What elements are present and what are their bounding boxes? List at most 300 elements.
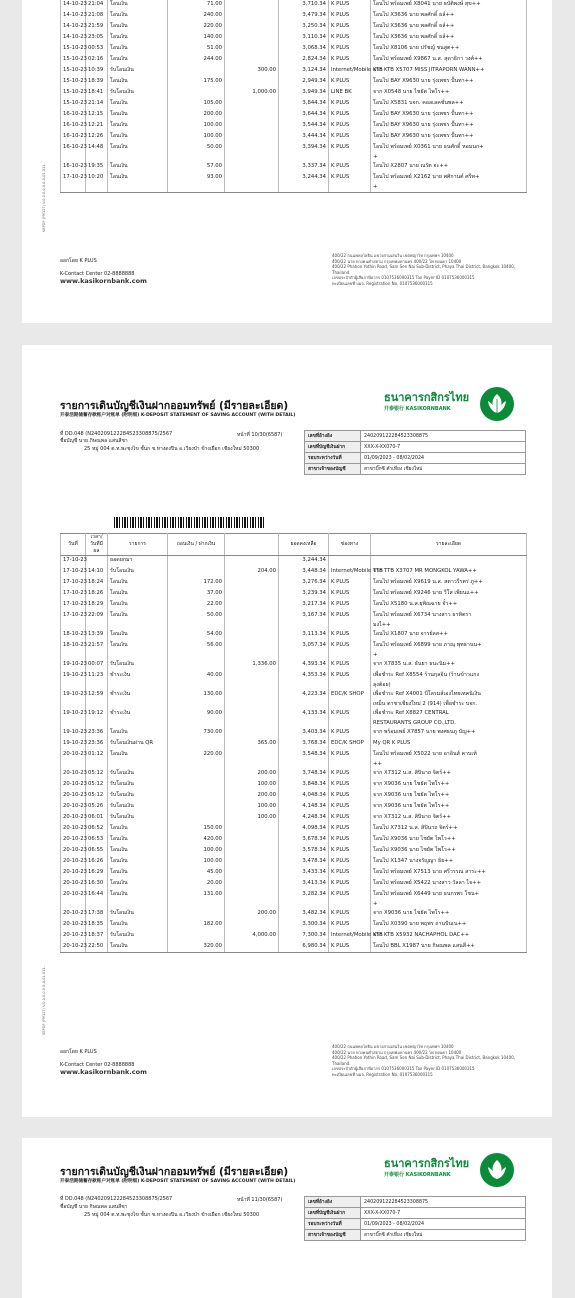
detail-continuation-cell: RESTAURANTS GROUP CO.,LTD. [371, 720, 527, 728]
balance-cell: 3,394.34 [279, 143, 329, 154]
column-header: ถอนเงิน / ฝากเงิน [168, 534, 225, 556]
date-cell: 17-10-23 [61, 567, 86, 578]
withdrawal-cell [168, 802, 225, 813]
date-cell: 14-10-23 [61, 22, 86, 33]
balance-cell: 3,844.34 [279, 99, 329, 110]
date-cell: 17-10-23 [61, 589, 86, 600]
balance-cell: 3,479.34 [279, 11, 329, 22]
ref-number: ที่ DD.048 (N240209122284523308875/2567 [60, 1196, 173, 1202]
channel-cell: K PLUS [329, 868, 371, 879]
detail-cell: โอนไป พร้อมเพย์ X5422 นางสาว วัลลา ไจ++ [371, 879, 527, 890]
table-row [61, 132, 527, 143]
table-row-continuation [61, 701, 527, 709]
description-cell: โอนเงิน [108, 132, 168, 143]
empty-cell [329, 901, 371, 909]
balance-cell: 3,244.34 [279, 173, 329, 184]
time-cell: 06:52 [86, 824, 108, 835]
detail-cell: My QR K PLUS [371, 739, 527, 750]
barcode [114, 517, 264, 528]
empty-cell [168, 622, 225, 630]
detail-cell: โอนไป พร้อมเพย์ X5022 นาย อาอินส์ คาบเท้ [371, 750, 527, 761]
channel-cell: K PLUS [329, 611, 371, 622]
detail-cell: จาก X7312 น.ส. สิปินาถ จิตร์++ [371, 813, 527, 824]
detail-cell: โอนไป BAY X9630 นาย รุ่งเพชร ปั้นทา++ [371, 132, 527, 143]
date-cell: 16-10-23 [61, 143, 86, 154]
description-cell: โอนเงิน [108, 22, 168, 33]
date-cell: 20-10-23 [61, 802, 86, 813]
deposit-cell [225, 0, 279, 11]
statement-page-11 [22, 1138, 552, 1298]
time-cell: 18:35 [86, 920, 108, 931]
description-cell: โอนเงิน [108, 630, 168, 641]
page-number: หน้าที่ 11/30(6587) [237, 1197, 283, 1203]
withdrawal-cell: 100.00 [168, 121, 225, 132]
table-row-continuation [61, 154, 527, 162]
statement-page-prev [22, 0, 552, 323]
empty-cell [61, 720, 86, 728]
channel-cell: K PLUS [329, 55, 371, 66]
page-number: หน้าที่ 10/30(6587) [237, 432, 283, 438]
table-row [61, 671, 527, 682]
detail-cell: โอนไป X1807 นาย จารย์ลส++ [371, 630, 527, 641]
empty-cell [86, 682, 108, 690]
deposit-cell [225, 11, 279, 22]
balance-cell: 2,824.34 [279, 55, 329, 66]
balance-cell: 4,098.34 [279, 824, 329, 835]
description-cell: โอนเงิน [108, 920, 168, 931]
empty-cell [86, 761, 108, 769]
statement-page-10 [22, 345, 552, 1117]
balance-cell: 3,678.34 [279, 835, 329, 846]
detail-cell: โอนไป BAY X9630 นาย รุ่งเพชร ปั้นทา++ [371, 110, 527, 121]
channel-cell: K PLUS [329, 143, 371, 154]
detail-cell: โอนไป BAY X9630 นาย รุ่งเพชร ปั้นทา++ [371, 77, 527, 88]
statement-title: รายการเดินบัญชีเงินฝากออมทรัพย์ (มีรายละเอียด) [60, 400, 289, 412]
deposit-cell [225, 824, 279, 835]
channel-cell: K PLUS [329, 890, 371, 901]
date-cell: 20-10-23 [61, 780, 86, 791]
balance-cell: 3,167.34 [279, 611, 329, 622]
table-row [61, 33, 527, 44]
detail-cell: จาก X9036 นาย ไชยัต ไพโร++ [371, 791, 527, 802]
deposit-cell [225, 578, 279, 589]
time-cell: 23:36 [86, 739, 108, 750]
detail-cell: โอนไป พร้อมเพย์ X9246 นาย วีโส เพียนแ++ [371, 589, 527, 600]
deposit-cell: 1,000.00 [225, 88, 279, 99]
table-row [61, 824, 527, 835]
empty-cell [108, 154, 168, 162]
table-row [61, 868, 527, 879]
date-cell: 17-10-23 [61, 611, 86, 622]
description-cell: โอนเงิน [108, 846, 168, 857]
empty-cell [108, 720, 168, 728]
balance-cell: 3,403.34 [279, 728, 329, 739]
balance-cell: 4,048.34 [279, 791, 329, 802]
description-cell: รับโอนเงิน [108, 813, 168, 824]
deposit-cell: 204.00 [225, 567, 279, 578]
time-cell: 12:15 [86, 110, 108, 121]
date-cell: 15-10-23 [61, 77, 86, 88]
channel-cell: K PLUS [329, 44, 371, 55]
empty-cell [329, 701, 371, 709]
empty-cell [61, 701, 86, 709]
detail-cell: จาก TTB X3707 MR MONGKOL YAWA++ [371, 567, 527, 578]
deposit-cell [225, 879, 279, 890]
description-cell: รับโอนเงิน [108, 769, 168, 780]
detail-continuation-cell: ++ [371, 761, 527, 769]
empty-cell [329, 184, 371, 192]
channel-cell: K PLUS [329, 942, 371, 953]
balance-cell: 3,124.34 [279, 66, 329, 77]
channel-cell: K PLUS [329, 824, 371, 835]
deposit-cell [225, 77, 279, 88]
date-cell: 14-10-23 [61, 0, 86, 11]
time-cell: 18:37 [86, 931, 108, 942]
table-row [61, 660, 527, 671]
table-row [61, 709, 527, 720]
date-cell: 20-10-23 [61, 857, 86, 868]
detail-cell: โอนไป BBL X1987 นาย กิษณพล แสนสี++ [371, 942, 527, 953]
empty-cell [225, 701, 279, 709]
detail-cell: โอนไป X2807 นาย ณรัต จะ++ [371, 162, 527, 173]
withdrawal-cell: 730.00 [168, 728, 225, 739]
deposit-cell [225, 846, 279, 857]
deposit-cell [225, 750, 279, 761]
time-cell: 19:35 [86, 162, 108, 173]
deposit-cell [225, 110, 279, 121]
table-row-continuation [61, 184, 527, 192]
detail-cell: เพื่อชำระ Ref X4001 บีโลรมส์เองไทยเทคนิเงิน [371, 690, 527, 701]
withdrawal-cell: 320.00 [168, 942, 225, 953]
withdrawal-cell: 105.00 [168, 99, 225, 110]
empty-cell [225, 622, 279, 630]
kbank-leaf-icon [480, 387, 514, 421]
table-row [61, 0, 527, 11]
bank-logo-subtext: 开泰银行 KASIKORNBANK [384, 1172, 451, 1178]
channel-cell: K PLUS [329, 600, 371, 611]
detail-cell: โอนไป X9036 นาย ไชยัต ไพโร++ [371, 835, 527, 846]
withdrawal-cell: 172.00 [168, 578, 225, 589]
table-row [61, 121, 527, 132]
balance-cell: 3,300.34 [279, 920, 329, 931]
empty-cell [225, 154, 279, 162]
channel-cell: LINE BK [329, 88, 371, 99]
withdrawal-cell [168, 556, 225, 567]
withdrawal-cell: 131.00 [168, 890, 225, 901]
date-cell: 19-10-23 [61, 690, 86, 701]
table-row [61, 173, 527, 184]
channel-cell: K PLUS [329, 671, 371, 682]
table-row [61, 835, 527, 846]
deposit-cell [225, 33, 279, 44]
side-code: KBPDF (FM127) V.0.0.0-0.0.0-0-01-011- [42, 966, 46, 1035]
channel-cell: K PLUS [329, 769, 371, 780]
date-cell: 16-10-23 [61, 110, 86, 121]
detail-continuation-cell: + [371, 901, 527, 909]
empty-cell [279, 720, 329, 728]
channel-cell: K PLUS [329, 660, 371, 671]
table-row [61, 162, 527, 173]
withdrawal-cell: 40.00 [168, 671, 225, 682]
date-cell: 14-10-23 [61, 33, 86, 44]
footer-left [60, 258, 147, 285]
table-row-continuation [61, 901, 527, 909]
empty-cell [329, 154, 371, 162]
table-row-continuation [61, 622, 527, 630]
channel-cell: K PLUS [329, 11, 371, 22]
table-row [61, 77, 527, 88]
channel-cell: K PLUS [329, 641, 371, 652]
deposit-cell: 100.00 [225, 813, 279, 824]
account-address: 25 หมู่ 004 ต.ท.พะชุงไข ชั้นก ช.หางดงปิน อ.เวียงป่า ข้างเผือก เชียงใหม่ 50300 [84, 1212, 260, 1218]
time-cell: 00:53 [86, 44, 108, 55]
withdrawal-cell: 56.00 [168, 641, 225, 652]
table-row [61, 750, 527, 761]
deposit-cell [225, 728, 279, 739]
empty-cell [108, 761, 168, 769]
time-cell: 01:12 [86, 750, 108, 761]
date-cell: 18-10-23 [61, 641, 86, 652]
date-cell: 20-10-23 [61, 769, 86, 780]
withdrawal-cell: 20.00 [168, 879, 225, 890]
channel-cell: K PLUS [329, 22, 371, 33]
detail-cell: จาก KTB X5932 NACHAPHOL DAC++ [371, 931, 527, 942]
detail-cell: โอนไป พร้อมเพย์ X9867 น.ส. สุดาธิกา วงศ์++ [371, 55, 527, 66]
ref-number: ที่ DD.048 (N240209122284523308875/2567 [60, 431, 173, 437]
description-cell: โอนเงิน [108, 77, 168, 88]
balance-cell: 3,337.34 [279, 162, 329, 173]
deposit-cell [225, 44, 279, 55]
empty-cell [168, 154, 225, 162]
empty-cell [168, 682, 225, 690]
channel-cell: EDC/K SHOP [329, 690, 371, 701]
channel-cell: K PLUS [329, 813, 371, 824]
empty-cell [279, 154, 329, 162]
table-row [61, 600, 527, 611]
empty-cell [86, 652, 108, 660]
empty-cell [86, 622, 108, 630]
column-header: เวลา/ วันที่มีผล [86, 534, 108, 556]
balance-cell: 7,300.34 [279, 931, 329, 942]
column-header: ช่องทาง [329, 534, 371, 556]
detail-continuation-cell: + [371, 652, 527, 660]
detail-cell: จาก พร้อมเพย์ X7857 นาย พงศธนภู บัญ++ [371, 728, 527, 739]
table-row [61, 909, 527, 920]
balance-cell: 3,578.34 [279, 846, 329, 857]
empty-cell [61, 154, 86, 162]
deposit-cell: 300.00 [225, 66, 279, 77]
detail-cell: จาก X9036 นาย ไชยัต ไพโร++ [371, 802, 527, 813]
description-cell: โอนเงิน [108, 578, 168, 589]
deposit-cell: 200.00 [225, 909, 279, 920]
date-cell: 17-10-23 [61, 556, 86, 567]
description-cell: ชำระเงิน [108, 690, 168, 701]
balance-cell: 3,282.34 [279, 890, 329, 901]
channel-cell: EDC/K SHOP [329, 739, 371, 750]
description-cell: โอนเงิน [108, 942, 168, 953]
channel-cell: K PLUS [329, 99, 371, 110]
balance-cell: 4,353.34 [279, 671, 329, 682]
empty-cell [86, 184, 108, 192]
time-cell: 05:12 [86, 769, 108, 780]
date-cell: 19-10-23 [61, 671, 86, 682]
date-cell: 17-10-23 [61, 173, 86, 184]
balance-cell: 3,244.34 [279, 556, 329, 567]
detail-cell: โอนไป พร้อมเพย์ X8041 นาย ธบัติพงษ์ สุข++ [371, 0, 527, 11]
time-cell: 16:26 [86, 857, 108, 868]
detail-cell: จาก X7835 น.ส. ธันยา ธนะนิม++ [371, 660, 527, 671]
empty-cell [168, 720, 225, 728]
balance-cell: 3,848.34 [279, 780, 329, 791]
description-cell: รับโอนเงิน [108, 909, 168, 920]
time-cell: 21:59 [86, 22, 108, 33]
table-row [61, 44, 527, 55]
table-row [61, 846, 527, 857]
detail-cell: จาก X9036 นาย ไชยัต ไพโร++ [371, 780, 527, 791]
empty-cell [108, 701, 168, 709]
column-header [225, 534, 279, 556]
detail-cell: โอนไป BAY X9630 นาย รุ่งเพชร ปั้นทา++ [371, 121, 527, 132]
empty-cell [108, 682, 168, 690]
detail-cell: โอนไป X3636 นาย พลศักดิ์ ธล์++ [371, 22, 527, 33]
date-cell: 20-10-23 [61, 750, 86, 761]
detail-cell: เพื่อชำระ Ref X8554 ร้านกุลจิน (ร้านข้าวแกง [371, 671, 527, 682]
detail-cell: โอนไป พร้อมเพย์ X0361 นาย ธนศักดิ์ หอมนก+ [371, 143, 527, 154]
detail-continuation-cell: + [371, 154, 527, 162]
withdrawal-cell: 71.00 [168, 0, 225, 11]
description-cell: โอนเงิน [108, 890, 168, 901]
withdrawal-cell: 420.00 [168, 835, 225, 846]
deposit-cell [225, 641, 279, 652]
detail-cell: โอนไป พร้อมเพย์ X6734 นางสาว ธาทิตรา [371, 611, 527, 622]
table-row [61, 578, 527, 589]
withdrawal-cell: 220.00 [168, 750, 225, 761]
balance-cell: 3,444.34 [279, 132, 329, 143]
withdrawal-cell [168, 909, 225, 920]
time-cell: 14:48 [86, 143, 108, 154]
channel-cell: K PLUS [329, 0, 371, 11]
table-row [61, 589, 527, 600]
withdrawal-cell: 200.00 [168, 110, 225, 121]
table-row [61, 780, 527, 791]
balance-cell: 4,148.34 [279, 802, 329, 813]
empty-cell [61, 761, 86, 769]
empty-cell [279, 761, 329, 769]
time-cell: 22:09 [86, 611, 108, 622]
withdrawal-cell: 100.00 [168, 132, 225, 143]
withdrawal-cell: 37.00 [168, 589, 225, 600]
account-info-table: เลขที่อ้างอิง 240209122284523308875 เลขที่บัญชีเงินฝาก XXX-X-XX070-7 รอบระหว่างวันที่ 01/09/2023 - 08/02/2024 สาขาเจ้าของบัญชี สาขาบิ๊กซี คำเที่ยง เชียงใหม่ [304, 430, 526, 475]
account-address: 25 หมู่ 004 ต.ท.พะชุงไข ชั้นก ช.หางดงปิน อ.เวียงป่า ข้างเผือก เชียงใหม่ 50300 [84, 446, 260, 452]
balance-cell: 3,110.34 [279, 33, 329, 44]
time-cell: 11:23 [86, 671, 108, 682]
table-row-continuation [61, 761, 527, 769]
bank-logo-text: ธนาคารกสิกรไทย [384, 391, 470, 404]
time-cell: 18:24 [86, 578, 108, 589]
balance-cell: 3,478.34 [279, 857, 329, 868]
withdrawal-cell: 182.00 [168, 920, 225, 931]
balance-cell: 3,113.34 [279, 630, 329, 641]
withdrawal-cell: 244.00 [168, 55, 225, 66]
detail-cell: โอนไป X5180 น.ส.ยุพิณฉาย จั๋ว++ [371, 600, 527, 611]
empty-cell [86, 720, 108, 728]
balance-cell: 3,548.34 [279, 750, 329, 761]
balance-cell: 4,223.34 [279, 690, 329, 701]
description-cell: รับโอนเงิน [108, 567, 168, 578]
channel-cell: K PLUS [329, 835, 371, 846]
deposit-cell [225, 143, 279, 154]
empty-cell [279, 901, 329, 909]
description-cell: โอนเงิน [108, 33, 168, 44]
table-row [61, 920, 527, 931]
balance-cell: 3,644.34 [279, 110, 329, 121]
date-cell: 20-10-23 [61, 931, 86, 942]
time-cell: 02:16 [86, 55, 108, 66]
withdrawal-cell: 100.00 [168, 857, 225, 868]
deposit-cell: 4,000.00 [225, 931, 279, 942]
date-cell: 14-10-23 [61, 11, 86, 22]
description-cell: โอนเงิน [108, 589, 168, 600]
description-cell: โอนเงิน [108, 99, 168, 110]
channel-cell: K PLUS [329, 121, 371, 132]
empty-cell [329, 682, 371, 690]
channel-cell: K PLUS [329, 709, 371, 720]
table-row [61, 739, 527, 750]
empty-cell [168, 652, 225, 660]
detail-cell: โอนไป พร้อมเพย์ X9619 น.ส. สตาวรีรตร่ ภู++ [371, 578, 527, 589]
detail-cell: โอนไป X8106 นาย ปรัชญ์ ชนสูต++ [371, 44, 527, 55]
date-cell: 20-10-23 [61, 813, 86, 824]
deposit-cell [225, 173, 279, 184]
empty-cell [279, 184, 329, 192]
detail-continuation-cell: เหม็น ตาชาเชียงใหม่ 2 (914) เพื่อชำระ บจก. [371, 701, 527, 709]
date-cell: 20-10-23 [61, 846, 86, 857]
description-cell: รับโอนเงิน [108, 780, 168, 791]
channel-cell: K PLUS [329, 630, 371, 641]
empty-cell [108, 184, 168, 192]
date-cell: 20-10-23 [61, 920, 86, 931]
detail-cell: โอนไป X9036 นาย ไชยัต ไพโร++ [371, 846, 527, 857]
empty-cell [168, 184, 225, 192]
table-row [61, 99, 527, 110]
empty-cell [329, 622, 371, 630]
date-cell: 20-10-23 [61, 868, 86, 879]
date-cell: 20-10-23 [61, 909, 86, 920]
description-cell: ชำระเงิน [108, 709, 168, 720]
channel-cell: K PLUS [329, 909, 371, 920]
withdrawal-cell: 50.00 [168, 143, 225, 154]
table-row [61, 630, 527, 641]
empty-cell [168, 901, 225, 909]
bank-logo-subtext: 开泰银行 KASIKORNBANK [384, 406, 451, 412]
channel-cell: K PLUS [329, 879, 371, 890]
time-cell: 21:14 [86, 99, 108, 110]
empty-cell [329, 652, 371, 660]
time-cell [86, 556, 108, 567]
time-cell: 10:39 [86, 66, 108, 77]
deposit-cell [225, 890, 279, 901]
time-cell: 22:50 [86, 942, 108, 953]
statement-subtitle: 开泰活期储蓄存款账户对账单 (附明细) K-DEPOSIT STATEMENT OF SAVING ACCOUNT (WITH DETAIL) [60, 413, 296, 418]
date-cell: 19-10-23 [61, 739, 86, 750]
date-cell: 20-10-23 [61, 879, 86, 890]
empty-cell [225, 761, 279, 769]
time-cell: 21:04 [86, 0, 108, 11]
empty-cell [61, 184, 86, 192]
channel-cell: Internet/Mobile TTB [329, 567, 371, 578]
balance-cell: 3,448.34 [279, 567, 329, 578]
time-cell: 13:39 [86, 630, 108, 641]
